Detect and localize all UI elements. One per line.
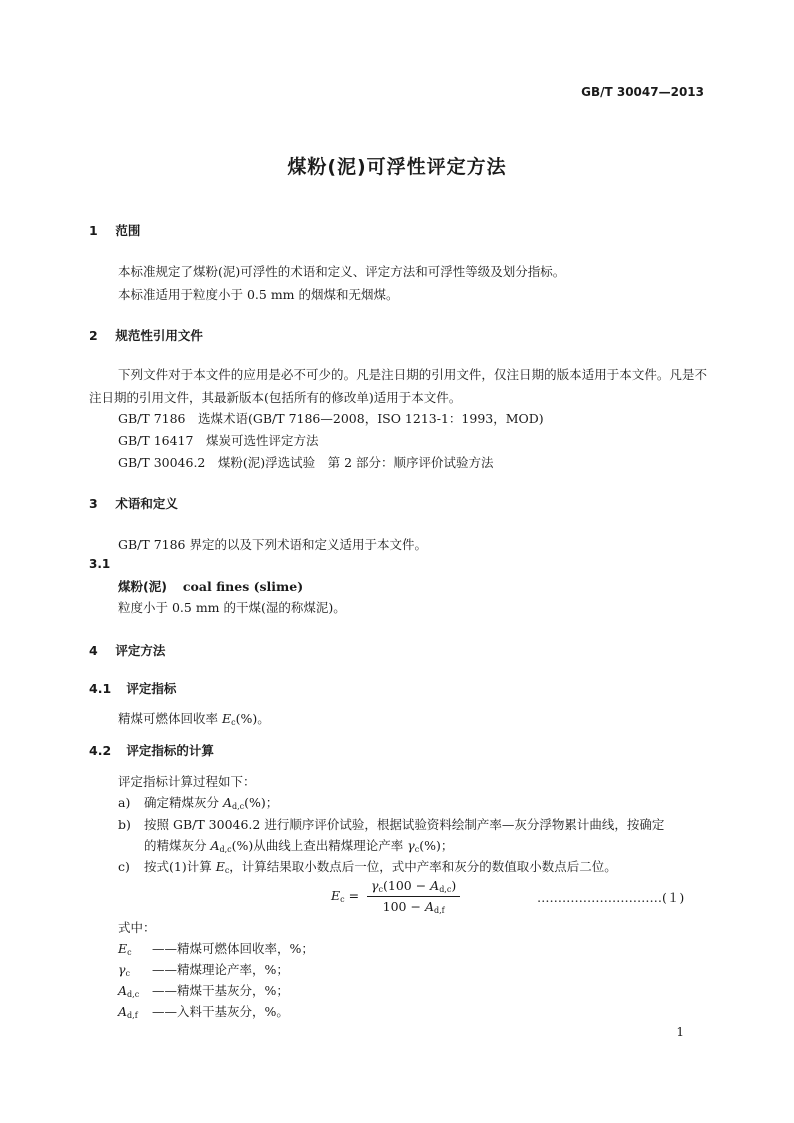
variable-definition [118, 1002, 289, 1020]
math-subscript: c [231, 718, 236, 727]
text-segment: ) [451, 878, 457, 893]
math-variable: E [221, 711, 232, 726]
where-label: 式中： [118, 920, 156, 935]
page-number: 1 [676, 1025, 684, 1039]
section-title: 术语和定义 [115, 496, 178, 511]
subsection-number: 4.1 [89, 681, 112, 696]
scope-paragraph-2: 本标准适用于粒度小于 0.5 mm 的烟煤和无烟煤。 [118, 287, 399, 302]
math-subscript: c [127, 948, 132, 957]
reference-item: GB/T 30046.2 煤粉(泥)浮选试验 第 2 部分：顺序评价试验方法 [118, 455, 494, 470]
math-variable: A [222, 795, 233, 810]
text-segment: ，计算结果取小数点后一位，式中产率和灰分的数值取小数点后二位。 [229, 859, 617, 874]
math-subscript: d,f [127, 1011, 138, 1020]
math-variable: E [118, 941, 128, 956]
variable-definition [118, 981, 289, 999]
subsection-title: 评定指标 [126, 681, 177, 696]
list-item [118, 857, 617, 875]
equation-number: …………………………(１) [537, 890, 685, 905]
text-segment: 100 − [382, 899, 425, 914]
list-item-continuation [144, 836, 453, 854]
variable-description: ——精煤理论产率，%； [152, 962, 289, 977]
section-1-heading [89, 221, 140, 239]
math-variable: A [430, 878, 440, 893]
math-subscript: d,f [433, 906, 445, 915]
term-number: 3.1 [89, 557, 111, 571]
section-3-heading [89, 494, 178, 512]
variable-definition [118, 960, 289, 978]
formula-1: $E_c$ = $\frac{\gamma_c(100 - A_{d,c})}{100 - A_{d,f}}$ [331, 878, 460, 915]
term-chinese: 煤粉(泥) [118, 579, 167, 594]
standard-code: GB/T 30047—2013 [581, 85, 704, 99]
text-segment: 精煤可燃体回收率 [118, 711, 222, 726]
subsection-number: 4.2 [89, 743, 112, 758]
text-segment: (%)。 [235, 711, 270, 726]
subsection-4-2-heading [89, 741, 214, 759]
term-heading [118, 577, 303, 595]
section-number: 2 [89, 328, 98, 343]
list-item [118, 793, 278, 811]
variable-description: ——精煤干基灰分，%； [152, 983, 289, 998]
variable-description: ——精煤可燃体回收率，%； [152, 941, 314, 956]
math-variable: E [215, 859, 225, 874]
text-segment: 按照 GB/T 30046.2 进行顺序评价试验，根据试验资料绘制产率—灰分浮物累计曲线，按确定 [144, 817, 665, 832]
fraction-numerator [367, 878, 460, 897]
math-variable: E [331, 888, 341, 903]
section-title: 规范性引用文件 [115, 328, 203, 343]
reference-item: GB/T 7186 选煤术语(GB/T 7186—2008，ISO 1213-1：1993，MOD) [118, 411, 544, 426]
math-subscript: d,c [439, 885, 452, 894]
text-segment: (%)从曲线上查出精煤理论产率 [231, 838, 408, 853]
math-subscript: d,c [219, 845, 232, 854]
term-english: coal fines (slime) [182, 579, 304, 594]
subsection-4-1-heading [89, 679, 176, 697]
reference-item: GB/T 16417 煤炭可选性评定方法 [118, 433, 319, 448]
calculation-intro: 评定指标计算过程如下： [118, 774, 256, 789]
terms-intro: GB/T 7186 界定的以及下列术语和定义适用于本文件。 [118, 537, 427, 552]
scope-paragraph-1: 本标准规定了煤粉(泥)可浮性的术语和定义、评定方法和可浮性等级及划分指标。 [118, 264, 566, 279]
text-segment: 按式(1)计算 [144, 859, 216, 874]
section-number: 4 [89, 643, 98, 658]
fraction-denominator [367, 897, 460, 915]
text-segment: (100 − [383, 878, 431, 893]
math-subscript: c [378, 885, 383, 894]
math-subscript: c [224, 866, 230, 875]
variable-definition [118, 939, 314, 957]
term-definition: 粒度小于 0.5 mm 的干煤(湿的称煤泥)。 [118, 600, 346, 615]
math-variable: A [210, 838, 220, 853]
math-subscript: c [414, 845, 420, 854]
math-subscript: c [125, 969, 130, 978]
variable-description: ——入料干基灰分，%。 [152, 1004, 289, 1019]
math-variable: γ [118, 962, 126, 977]
math-variable: A [424, 899, 434, 914]
subsection-title: 评定指标的计算 [126, 743, 214, 758]
list-label: c) [118, 859, 130, 874]
section-2-heading [89, 326, 203, 344]
references-intro: 下列文件对于本文件的应用是必不可少的。凡是注日期的引用文件，仅注日期的版本适用于本文件。凡是不注日期的引用文件，其最新版本(包括所有的修改单)适用于本文件。 [89, 367, 707, 405]
math-subscript: c [340, 895, 345, 904]
evaluation-index-text [118, 709, 270, 727]
section-title: 评定方法 [115, 643, 166, 658]
list-item [118, 815, 664, 833]
math-subscript: d,c [127, 990, 140, 999]
math-variable: γ [407, 838, 415, 853]
math-subscript: d,c [232, 802, 245, 811]
section-4-heading [89, 641, 165, 659]
math-variable: γ [371, 878, 379, 893]
section-number: 3 [89, 496, 98, 511]
section-number: 1 [89, 223, 98, 238]
text-segment: (%)； [244, 795, 279, 810]
document-title: 煤粉(泥)可浮性评定方法 [287, 156, 507, 178]
list-label: b) [118, 817, 131, 832]
fraction [367, 878, 460, 915]
math-variable: A [118, 1004, 128, 1019]
list-label: a) [118, 795, 131, 810]
text-segment: 的精煤灰分 [144, 838, 211, 853]
math-variable: A [118, 983, 128, 998]
section-title: 范围 [115, 223, 141, 238]
text-segment: 确定精煤灰分 [144, 795, 223, 810]
text-segment: (%)； [419, 838, 454, 853]
